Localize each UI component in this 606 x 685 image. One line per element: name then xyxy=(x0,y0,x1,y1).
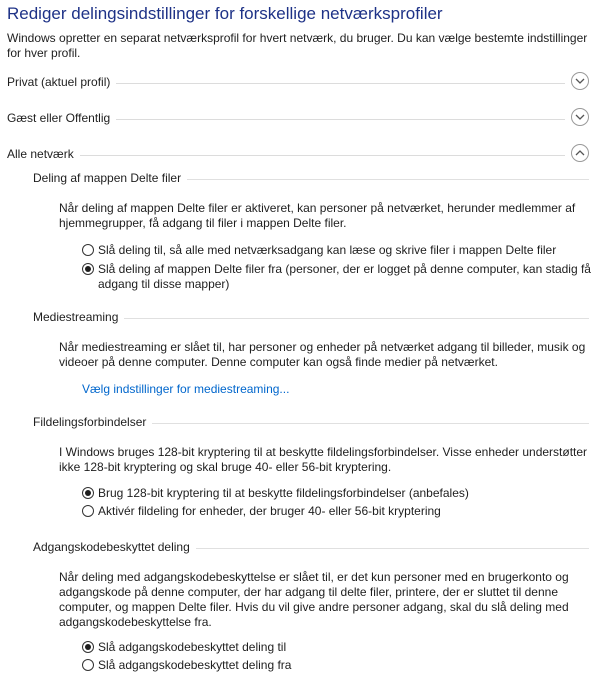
radio-public-off[interactable] xyxy=(82,262,592,294)
radio-password-off[interactable] xyxy=(82,658,592,674)
section-file-sharing xyxy=(33,415,589,431)
radio-128bit[interactable] xyxy=(82,486,592,502)
radio-button-selected[interactable] xyxy=(82,263,94,275)
radio-button-selected[interactable] xyxy=(82,641,94,653)
section-description: Når deling af mappen Delte filer er aktiveret, kan personer på netværket, herunder medlemmer af hjemmegrupper, få adgang til filer i mappen Delte filer. xyxy=(59,201,576,230)
profile-guest-label: Gæst eller Offentlig xyxy=(7,111,116,125)
radio-password-on[interactable] xyxy=(82,640,592,656)
section-heading: Adgangskodebeskyttet deling xyxy=(33,540,196,554)
radio-label: Slå adgangskodebeskyttet deling fra xyxy=(98,658,292,672)
section-description: Når mediestreaming er slået til, har personer og enheder på netværket adgang til billeder, musik og videoer på denne computer. Denne computer kan også finde medier på netværket. xyxy=(59,340,586,369)
radio-40-56bit[interactable] xyxy=(82,504,592,520)
radio-button[interactable] xyxy=(82,244,94,256)
section-public-folder xyxy=(33,171,589,187)
section-password xyxy=(33,540,589,556)
intro-text: Windows opretter en separat netværksprofil for hvert netværk, du bruger. Du kan vælge bestemte indstillinger for hver profil. xyxy=(7,31,588,60)
page-title: Rediger delingsindstillinger for forskellige netværksprofiler xyxy=(7,4,443,23)
radio-public-on[interactable] xyxy=(82,243,592,259)
chevron-down-icon[interactable] xyxy=(571,72,589,90)
radio-label: Aktivér fildeling for enheder, der bruger 40- eller 56-bit kryptering xyxy=(98,504,441,518)
profile-all-label: Alle netværk xyxy=(7,147,80,161)
radio-button[interactable] xyxy=(82,505,94,517)
profile-all[interactable] xyxy=(7,144,589,166)
radio-label: Brug 128-bit kryptering til at beskytte fildelingsforbindelser (anbefales) xyxy=(98,486,469,500)
media-settings-link[interactable]: Vælg indstillinger for mediestreaming... xyxy=(82,382,290,396)
radio-label: Slå deling til, så alle med netværksadgang kan læse og skrive filer i mappen Delte filer xyxy=(98,243,557,257)
radio-button-selected[interactable] xyxy=(82,487,94,499)
chevron-up-icon[interactable] xyxy=(571,144,589,162)
profile-private-label: Privat (aktuel profil) xyxy=(7,75,116,89)
divider xyxy=(7,155,565,156)
section-description: I Windows bruges 128-bit kryptering til at beskytte fildelingsforbindelser. Visse enheder understøtter ikke 128-bit kryptering og skal bruge 40- eller 56-bit kryptering. xyxy=(59,445,588,474)
section-description: Når deling med adgangskodebeskyttelse er slået til, er det kun personer med en brugerkonto og adgangskode på denne computer, der har adgang til delte filer, printere, der er sluttet til denne computer, og mappen Delte filer. Hvis du vil give andre personer adgang, skal du slå deling med adgangskodebeskyttelse fra. xyxy=(59,570,569,629)
section-media xyxy=(33,310,589,326)
profile-guest[interactable] xyxy=(7,108,589,130)
radio-button[interactable] xyxy=(82,659,94,671)
section-heading: Deling af mappen Delte filer xyxy=(33,171,187,185)
section-heading: Fildelingsforbindelser xyxy=(33,415,152,429)
profile-private[interactable] xyxy=(7,72,589,94)
radio-label: Slå deling af mappen Delte filer fra (personer, der er logget på denne computer, kan stadig få adgang til disse mapper) xyxy=(98,262,591,291)
radio-label: Slå adgangskodebeskyttet deling til xyxy=(98,640,287,654)
section-heading: Mediestreaming xyxy=(33,310,124,324)
chevron-down-icon[interactable] xyxy=(571,108,589,126)
